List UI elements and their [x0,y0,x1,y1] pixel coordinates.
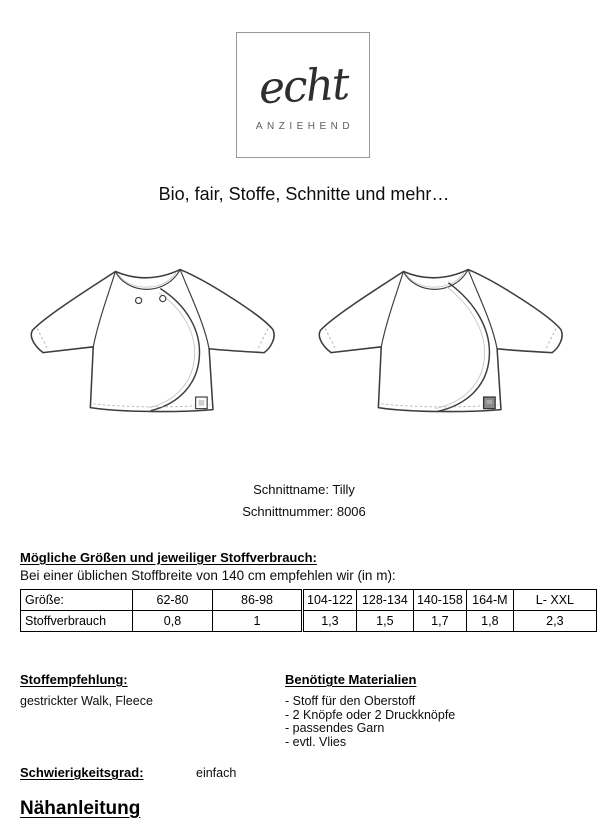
fabric-recommendation: gestrickter Walk, Fleece [20,694,153,708]
material-item: - evtl. Vlies [285,734,347,749]
consumption-cell: 1,3 [303,611,357,632]
consumption-cell: 1,8 [466,611,513,632]
difficulty-value: einfach [196,766,237,780]
material-item: - Stoff für den Oberstoff [285,694,416,708]
materials-section [285,672,585,749]
fabric-section-heading: Stoffempfehlung: [20,672,128,687]
sizes-section-intro: Bei einer üblichen Stoffbreite von 140 cm empfehlen wir (in m): [20,568,396,583]
consumption-cell: 2,3 [513,611,596,632]
materials-section-heading: Benötigte Materialien [285,672,417,687]
instructions-heading: Nähanleitung [20,798,141,819]
garment-drawing-plain [304,250,584,434]
sizes-section-heading: Mögliche Größen und jeweiliger Stoffverbrauch: [20,550,317,565]
size-cell: 140-158 [413,590,466,611]
size-cell: 104-122 [303,590,357,611]
size-cell: 86-98 [213,590,303,611]
brand-logo-subtitle: ANZIEHEND [255,120,355,132]
garment-drawing-buttoned [16,250,296,434]
brand-logo [236,32,370,158]
row-header-consumption: Stoffverbrauch [21,611,133,632]
size-cell: 62-80 [133,590,213,611]
materials-list [285,695,585,749]
table-row-consumption [21,611,597,632]
pattern-identification [0,479,608,523]
tagline: Bio, fair, Stoffe, Schnitte und mehr… [158,184,450,204]
difficulty-section-heading: Schwierigkeitsgrad: [20,765,144,780]
size-consumption-table [20,589,597,632]
consumption-cell: 1 [213,611,303,632]
material-item: - 2 Knöpfe oder 2 Druckknöpfe [285,707,456,722]
size-cell: 164-M [466,590,513,611]
pattern-number: Schnittnummer: 8006 [242,504,366,519]
size-cell: 128-134 [356,590,413,611]
table-row-sizes [21,590,597,611]
row-header-size: Größe: [21,590,133,611]
consumption-cell: 1,5 [356,611,413,632]
size-cell: L- XXL [513,590,596,611]
material-item: - passendes Garn [285,721,385,735]
consumption-cell: 1,7 [413,611,466,632]
pattern-name: Schnittname: Tilly [253,482,355,497]
brand-logo-script: echt [257,58,349,114]
consumption-cell: 0,8 [133,611,213,632]
